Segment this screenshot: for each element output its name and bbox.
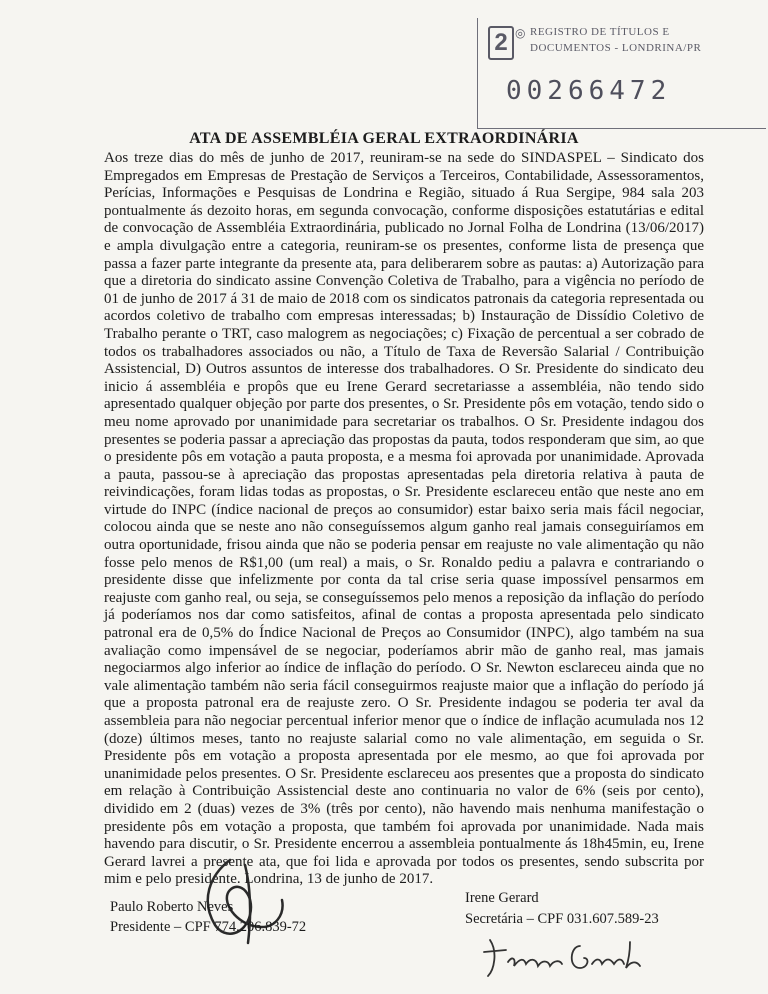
secretary-role: Secretária – CPF 031.607.589-23	[465, 911, 659, 927]
registry-stamp	[477, 18, 766, 129]
stamp-number-badge: 2	[488, 26, 514, 60]
stamp-circle-symbol: ◎	[515, 26, 526, 40]
president-signature-block	[110, 897, 306, 937]
document-title: ATA DE ASSEMBLÉIA GERAL EXTRAORDINÁRIA	[189, 130, 579, 147]
secretary-signature-block	[465, 888, 659, 930]
stamp-registry-line: REGISTRO DE TÍTULOS E	[530, 26, 670, 38]
stamp-city-line: DOCUMENTOS - LONDRINA/PR	[530, 42, 702, 54]
secretary-name: Irene Gerard	[465, 890, 539, 906]
minutes-paragraph: Aos treze dias do mês de junho de 2017, reuniram-se na sede do SINDASPEL – Sindicato dos Empregados em Empresas de Prestação de Serviços a Terceiros, Contabilidade, Assessoramentos, Perícias, Informações e Pesquisas de Londrina e Região, situado á Rua Sergipe, 984 sala 203 pontualmente ás dezoito horas, em segunda convocação, conforme disposições estatutárias e edital de convocação de Assembléia Extraordinária, publicado no Jornal Folha de Londrina (13/06/2017) e ampla divulgação entre a categoria, reuniram-se os presentes, conforme lista de presença que passa a fazer parte integrante da presente ata, para deliberarem sobre as pautas: a) Autorização para que a diretoria do sindicato assine Convenção Coletiva de Trabalho, para a vigência no período de 01 de junho de 2017 á 31 de maio de 2018 com os sindicatos patronais da categoria representada ou acordos coletivo de trabalho com empresas interessadas; b) Instauração de Dissídio Coletivo de Trabalho perante o TRT, caso malogrem as negociações; c) Fixação de percentual a ser cobrado de todos os trabalhadores associados ou não, a Título de Taxa de Reversão Salarial / Contribuição Assistencial, D) Outros assuntos de interesse dos trabalhadores. O Sr. Presidente do sindicato deu inicio á assembléia e propôs que eu Irene Gerard secretariasse a assembléia, não tendo sido apresentado qualquer objeção por parte dos presentes, o Sr. Presidente pôs em votação, tendo sido o meu nome aprovado por unanimidade para secretariar os trabalhos. O Sr. Presidente indagou dos presentes se poderia passar a apreciação das propostas da pauta, todos responderam que sim, ao que o presidente pôs em votação a pauta proposta, e a mesma foi aprovada por unanimidade. Aprovada a pauta, passou-se à apreciação das propostas apresentadas pela diretoria relativa à pauta de reivindicações, foram lidas todas as propostas, o Sr. Presidente esclareceu então que neste ano em virtude do INPC (índice nacional de preços ao consumidor) estar baixo seria mais fácil negociar, colocou ainda que se neste ano não conseguíssemos algum ganho real jamais conseguiríamos em outra oportunidade, frisou ainda que não se poderia pensar em reajuste no vale alimentação qu não fosse pelo menos de R$1,00 (um real) a mais, o Sr. Ronaldo pediu a palavra e contrariando o presidente disse que infelizmente por conta da tal crise seria quase impossível pensarmos em reajuste com ganho real, ou seja, se conseguíssemos pelo menos a reposição da inflação do período já poderíamos nos dar como satisfeitos, afinal de contas a proposta apresentada pelo sindicato patronal era de 0,5% do Índice Nacional de Preços ao Consumidor (INPC), algo também na sua avaliação como impensável de se negociar, poderíamos abrir mão de ganho real, mas jamais negociarmos algo inferior ao índice de inflação do período. O Sr. Newton esclareceu ainda que no vale alimentação também não seria fácil conseguirmos reajuste maior que a inflação do período já que a proposta patronal era de reajuste zero. O Sr. Presidente indagou se poderia ter aval da assembleia para não negociar percentual inferior menor que o índice de inflação acumulada nos 12 (doze) últimos meses, tanto no reajuste salarial como no vale alimentação, em seguida o Sr. Presidente pôs em votação a proposta apresentada por ele mesmo, ao que foi aprovada por unanimidade pelos presentes. O Sr. Presidente esclareceu aos presentes que a proposta do sindicato em relação à Contribuição Assistencial deste ano continuaria no valor de 6% (seis por cento), dividido em 2 (duas) vezes de 3% (três por cento), não havendo mais nenhuma manifestação o presidente pôs em votação a proposta, que também foi aprovada por unanimidade. Nada mais havendo para discutir, o Sr. Presidente encerrou a assembleia pontualmente ás 18h45min, eu, Irene Gerard lavrei a presente ata, que foi lida e aprovada por todos os presentes, sendo subscrita por mim e pelo presidente. Londrina, 13 de junho de 2017.	[104, 150, 704, 888]
document-body	[104, 150, 704, 889]
stamp-registration-number: 00266472	[506, 76, 672, 106]
secretary-signature-mark	[480, 932, 650, 982]
president-name: Paulo Roberto Neves	[110, 899, 234, 915]
president-role: Presidente – CPF 774.206.839-72	[110, 919, 307, 935]
